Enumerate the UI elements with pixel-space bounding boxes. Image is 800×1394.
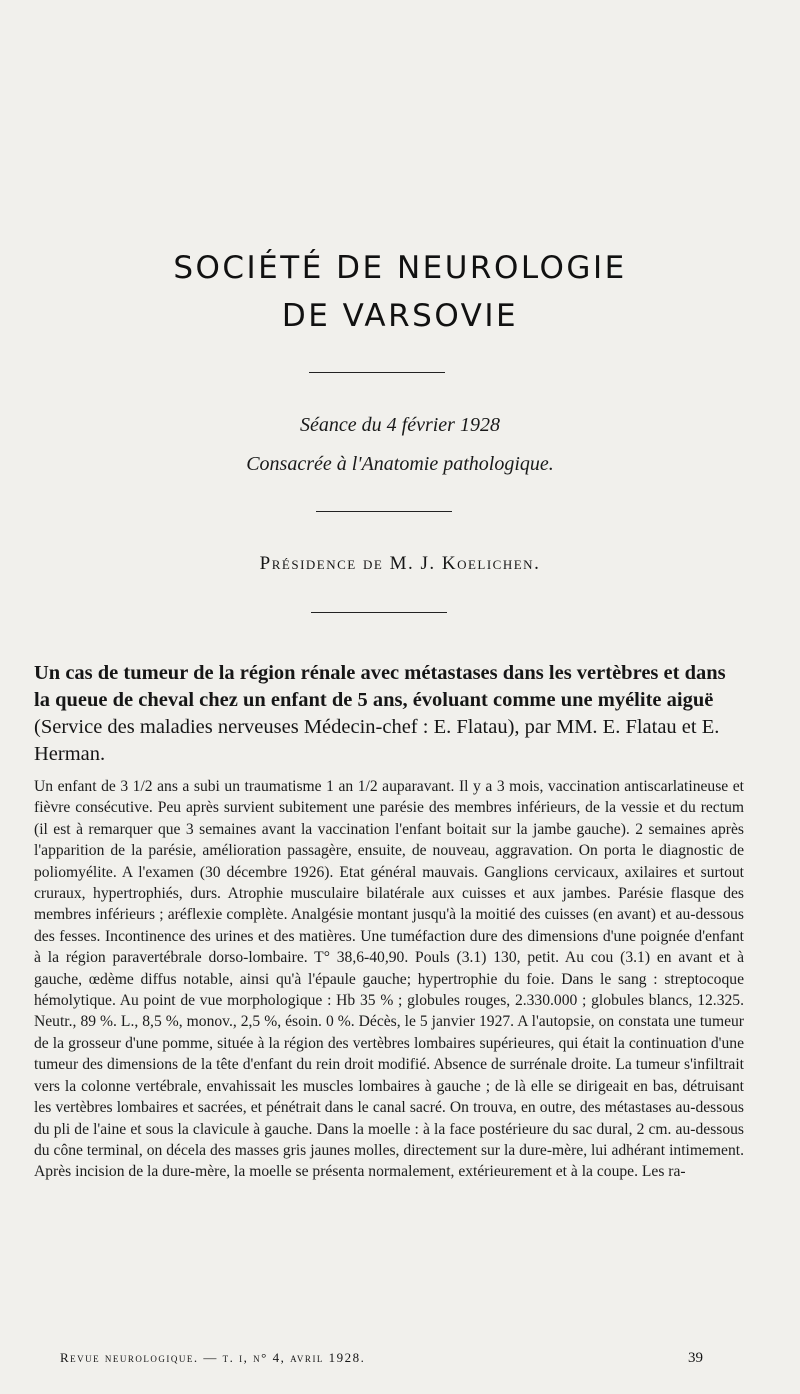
case-title-attribution: (Service des maladies nerveuses Médecin-chef : E. Flatau), par MM. E. Flatau et E. Herman.	[34, 716, 720, 765]
society-title-line-1: SOCIÉTÉ DE NEUROLOGIE	[173, 250, 627, 286]
page-number: 39	[688, 1350, 703, 1366]
case-title-bold: Un cas de tumeur de la région rénale avec métastases dans les vertèbres et dans la queue de cheval chez un enfant de 5 ans, évoluant comme une myélite aiguë	[34, 662, 726, 711]
divider-rule	[316, 511, 452, 512]
case-report-body: Un enfant de 3 1/2 ans a subi un traumatisme 1 an 1/2 auparavant. Il y a 3 mois, vaccination antiscarlatineuse et fièvre consécutive. Peu après survient subitement une parésie des membres inférieurs, de la vessie et du rectum (il est à remarquer que 3 semaines avant la vaccination l'enfant boitait sur la jambe gauche). 2 semaines après l'apparition de la parésie, amélioration passagère, ensuite, de nouveau, aggravation. On porta le diagnostic de poliomyélite. A l'examen (30 décembre 1926). Etat général mauvais. Ganglions cervicaux, axilaires et surtout cruraux, hypertrophiés, durs. Atrophie musculaire bilatérale aux cuisses et aux jambes. Parésie flasque des membres inférieurs ; aréflexie complète. Analgésie montant jusqu'à la moitié des cuisses (en avant) et au-dessous des fesses. Incontinence des urines et des matières. Une tuméfaction dure des dimensions d'une poignée d'enfant à la région paravertébrale dorso-lombaire. T° 38,6-40,90. Pouls (3.1) 130, petit. Au cou (3.1) en avant et à gauche, œdème diffus notable, ainsi qu'à l'épaule gauche; hypertrophie du foie. Dans le sang : streptocoque hémolytique. Au point de vue morphologique : Hb 35 % ; globules rouges, 2.330.000 ; globules blancs, 12.325. Neutr., 89 %. L., 8,5 %, monov., 2,5 %, ésoin. 0 %. Décès, le 5 janvier 1927. A l'autopsie, on constata une tumeur de la grosseur d'une pomme, située à la région des vertèbres lombaires supérieures, qui était la continuation d'une tumeur des dimensions de la tête d'enfant du rein droit modifié. Absence de surrénale droite. La tumeur s'infiltrait vers la colonne vertébrale, envahissait les muscles lombaires à gauche ; de là elle se dirigeait en bas, détruisant les vertèbres lombaires et sacrées, et pénétrait dans le canal sacré. On trouva, en outre, des métastases au-dessous du pli de l'aine et sous la clavicule à gauche. Dans la moelle : à la face postérieure du sac dural, 2 cm. au-dessous du cône terminal, on décela des masses gris jaunes molles, directement sur la dure-mère, lui adhérant intimement. Après incision de la dure-mère, la moelle se présenta normalement, extérieurement et à la coupe. Les ra-	[34, 778, 744, 1181]
divider-rule	[311, 612, 447, 613]
session-date: Séance du 4 février 1928	[300, 414, 500, 436]
session-subject: Consacrée à l'Anatomie pathologique.	[246, 453, 554, 475]
case-title	[34, 660, 746, 768]
divider-rule	[309, 372, 445, 373]
society-title-line-2: DE VARSOVIE	[281, 298, 519, 334]
presidence-line: Présidence de M. J. Koelichen.	[259, 553, 541, 574]
journal-footer: Revue neurologique. — t. i, n° 4, avril 1928.	[60, 1350, 366, 1365]
